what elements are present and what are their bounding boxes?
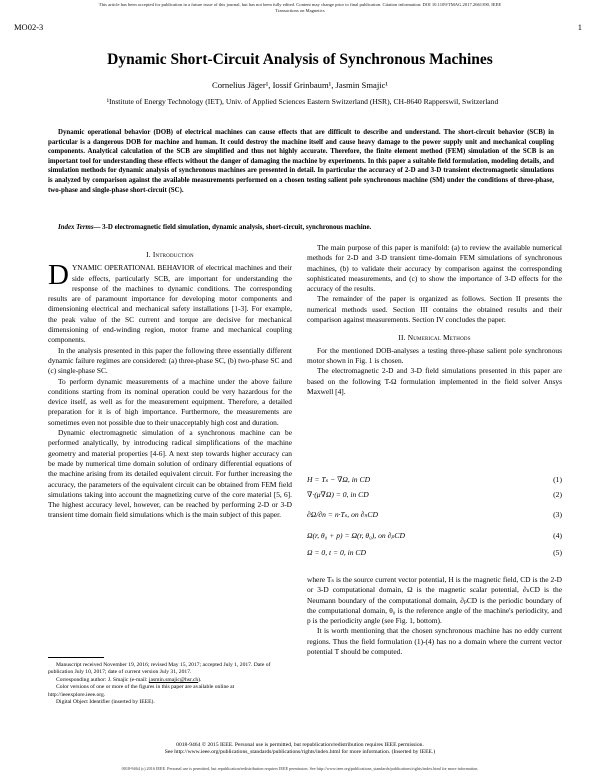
copyright-notice [0, 742, 600, 757]
methods-paragraph-3: where Tₛ is the source current vector potential, H is the magnetic field, CD is the 2-D or 3-D computational domain, Ω is the magnetic scalar potential, ∂ₙCD is the Neumann boundary of the computational domain, ∂ₚCD is the periodic boundary of the computational domain, θ₀ is the reference angle of the machine's periodicity, and p is the periodicity angle (see Fig. 1, bottom). [307, 575, 562, 626]
footnote-color: Color versions of one or more of the figures in this paper are available online at http://ieeexplore.ieee.org. [48, 684, 235, 698]
left-column [48, 250, 292, 521]
notice-line-1: This article has been accepted for publication in a future issue of this journal, but has not been fully edited. Content may change prior to final publication. Citation information: DOI 10.1109/TMAG.2017.2661390, IEEE [98, 2, 502, 7]
intro-paragraph-4: Dynamic electromagnetic simulation of a synchronous machine can be performed analytically, by introducing radical simplifications of the machine geometry and material properties [4-6]. A next step towards higher accuracy can be made by numerical time domain solution of ordinary differential equations of the machine arising from its detailed equivalent circuit. For further increasing the accuracy, the parameters of the equivalent circuit can be obtained from FEM field simulations taking into account the magnetizing curve of the core material [5, 6]. The highest accuracy level, however, can be reached by performing 2-D or 3-D transient time domain field simulations which is the main subject of this paper. [48, 428, 292, 520]
equation-number: (1) [553, 475, 562, 484]
methods-paragraph-1: For the mentioned DOB-analyses a testing three-phase salient pole synchronous motor shown in Fig. 1 is chosen. [307, 345, 562, 365]
abstract: Dynamic operational behavior (DOB) of electrical machines can cause effects that are difficult to describe and understand. The short-circuit behavior (SCB) in particular is a dangerous DOB for machine and human. It could destroy the machine itself and cause heavy damage to the power supply unit and mechanical coupling components. Analytical calculation of the SCB are simplified and thus not highly accurate. Therefore, the finite element method (FEM) simulation of the SCB is an important tool for understanding these effects without the danger of damaging the machine by experiments. In this paper a suitable field formulation, modeling details, and simulation methods for dynamic analysis of synchronous machines are presented in detail. In particular the accuracy of 2-D and 3-D transient electromagnetic simulations is analyzed by comparison against the available measurements performed on a chosen testing salient pole synchronous machine (SM) under the conditions of three-phase, two-phase and single-phase short-circuit (SC). [48, 129, 554, 194]
intro-paragraph-3: To perform dynamic measurements of a machine under the above failure conditions starting from its nominal operation could be very hazardous for the device itself, as well as for the measurement equipment. Therefore, a detailed preparation for it is of high importance. Furthermore, the measurements are sometimes even not possible due to their unacceptably high cost and duration. [48, 376, 292, 427]
publication-notice [0, 2, 600, 14]
copyright-line-2: See http://www.ieee.org/publications_standards/publications/rights/index.html for more information. (Inserted by IEEE.) [164, 749, 436, 756]
equation-1: H = Tₛ − ∇Ω, in CD (1) [307, 475, 562, 484]
methods-paragraph-4: It is worth mentioning that the chosen synchronous machine has no eddy current regions. Thus the field formulation (1)-(4) has no a domain where the current vector potential T should be computed. [307, 626, 562, 657]
index-terms-label: Index Terms [58, 224, 94, 231]
equation-5: Ω = 0, t = 0, in CD (5) [307, 548, 562, 557]
equation-number: (4) [553, 531, 562, 540]
paper-id: MO02-3 [14, 22, 44, 32]
right-column-top [307, 243, 562, 397]
intro-paragraph-6: The remainder of the paper is organized as follows. Section II presents the numerical methods used. Section III contains the obtained results and their comparison against measurements. Section IV concludes the paper. [307, 294, 562, 325]
section-heading-numerical-methods: II. Numerical Methods [398, 333, 471, 343]
authors: Cornelius Jäger¹, Iossif Grinbaum¹, Jasmin Smajic¹ [212, 80, 388, 90]
intro-paragraph-5: The main purpose of this paper is manifold: (a) to review the available numerical methods for 2-D and 3-D transient time-domain FEM simulations of synchronous machines, (b) to validate their accuracy by comparison against the corresponding sophisticated measurements, and (c) to show the importance of 3-D effects for the accuracy of the results. [307, 243, 562, 294]
equation-2: ∇·(μ∇Ω) = 0, in CD (2) [307, 490, 562, 499]
notice-line-2: Transactions on Magnetics [275, 8, 325, 13]
author-email-link[interactable]: jasmin.smajic@hsr.ch [148, 676, 199, 683]
page-number: 1 [577, 22, 582, 32]
affiliation: ¹Institute of Energy Technology (IET), Univ. of Applied Sciences Eastern Switzerland (HSR), CH-8640 Rapperswil, Switzerland [106, 97, 499, 106]
equation-number: (3) [553, 510, 562, 519]
footnote-corresponding: Corresponding author: J. Smajic (e-mail: jasmin.smajic@hsr.ch). [56, 676, 202, 683]
copyright-footer: 0018-9464 (c) 2016 IEEE. Personal use is permitted, but republication/redistribution requires IEEE permission. See http://www.ieee.org/publications_standards/publications/rights/index.html for more information. [121, 766, 479, 771]
index-terms-text: — 3-D electromagnetic field simulation, dynamic analysis, short-circuit, synchronous machine. [93, 224, 372, 231]
intro-paragraph-1: DYNAMIC OPERATIONAL BEHAVIOR of electrical machines and their side effects, particularly SCB, are important for understanding the response of the machines to dynamic conditions. The corresponding results are of paramount importance for developing motor components and dimensioning electrical and mechanical safety installations [1-3]. For example, the peak value of the SC current and torque are decisive for mechanical dimensioning of end-winding region, motor frame and mechanical coupling components. [48, 259, 292, 345]
footnote-rule [48, 657, 104, 658]
index-terms [48, 223, 554, 233]
intro-paragraph-2: In the analysis presented in this paper the following three essentially different dynamic failure regimes are considered: (a) three-phase SC, (b) two-phase SC and (c) single-phase SC. [48, 345, 292, 376]
copyright-line-1: 0018-9464 © 2015 IEEE. Personal use is permitted, but republication/redistribution requires IEEE permission. [176, 742, 424, 748]
section-heading-introduction: I. Introduction [146, 250, 194, 259]
right-column-bottom [307, 575, 562, 657]
equation-number: (2) [553, 490, 562, 499]
paper-title: Dynamic Short-Circuit Analysis of Synchronous Machines [107, 51, 493, 68]
drop-cap: D [48, 259, 69, 292]
footnote-doi: Digital Object Identifier (inserted by IEEE). [56, 699, 155, 706]
methods-paragraph-2: The electromagnetic 2-D and 3-D field simulations presented in this paper are based on the following T-Ω formulation implemented in the field solver Ansys Maxwell [4]. [307, 366, 562, 396]
footnotes [48, 662, 292, 706]
footnote-manuscript: Manuscript received November 19, 2016; revised May 15, 2017; accepted July 1, 2017. Date of publication July 10, 2017; date of current version July 31, 2017. [48, 662, 271, 676]
equation-4: Ω(r, θ₀ + p) = Ω(r, θ₀), on ∂ₚCD (4) [307, 531, 562, 540]
equation-3: ∂Ω/∂n = n·Tₛ, on ∂ₙCD (3) [307, 510, 562, 519]
equation-number: (5) [553, 548, 562, 557]
